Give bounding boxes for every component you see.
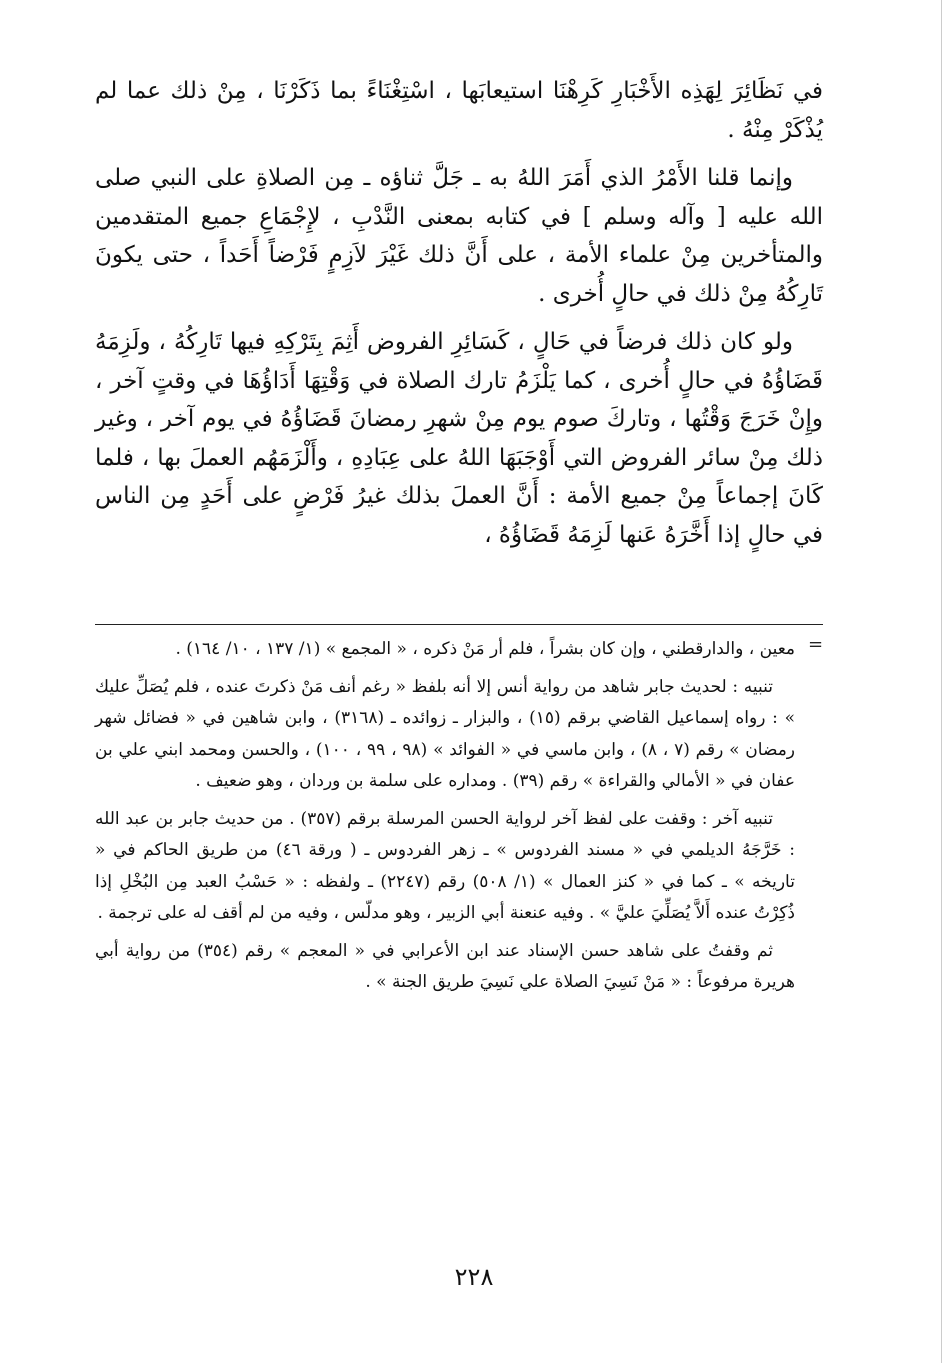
main-paragraph-3: ولو كان ذلك فرضاً في حَالٍ ، كَسَائِرِ الفروض أَثِمَ بِتَرْكِهِ فيها تَارِكُهُ ، ولَزِمَهُ قَضَاؤُهُ في حالٍ أُخرى ، كما يَلْزَمُ تارك الصلاة في وَقْتِهَا أَدَاؤُهَا في وقتٍ آخر ، وإِنْ خَرَجَ وَقْتُها ، وتاركَ صوم يوم مِنْ شهرِ رمضانَ قَضَاؤُهُ في يوم آخر ، وغير ذلك مِنْ سائر الفروض التي أَوْجَبَهَا اللهُ على عِبَادِهِ ، وأَلْزَمَهُم العملَ بها ، فلما كَانَ إجماعاً مِنْ جميع الأمة : أَنَّ العملَ بذلك غيرُ فَرْضٍ على أَحَدٍ مِن الناس في حالٍ إذا أَخَّرَهُ عَنها لَزِمَهُ قَضَاؤُهُ ، bbox=[95, 329, 823, 548]
footnote-note-2: تنبيه آخر : وقفت على لفظ آخر لرواية الحسن المرسلة برقم (٣٥٧) . من حديث جابر بن عبد الله : خَرَّجَهُ الديلمي في « مسند الفردوس » ـ زهر الفردوس ـ ( ورقة ٤٦) من طريق الحاكم في « تاريخه » ـ كما في « كنز العمال » (١/ ٥٠٨) رقم (٢٢٤٧) ـ ولفظه : « حَسْبُ العبد مِن البُخْلِ إذا ذُكِرْتُ عنده أَلاَّ يُصَلِّيَ عليَّ » . وفيه عنعنة أبي الزبير ، وهو مدلّس ، وفيه من لم أقف له على ترجمة . bbox=[95, 808, 795, 923]
main-paragraph-1: في نَظَائِرَ لِهَذِه الأَخْبَارِ كَرِهْنَا استيعابَها ، اسْتِغْنَاءً بما ذَكَرْنَا ، مِنْ ذلك عما لم يُذْكَرْ مِنْهُ . bbox=[95, 78, 823, 143]
footnotes bbox=[95, 634, 795, 1005]
footnote-continuation-mark: = bbox=[808, 634, 824, 655]
footnote-note-1: تنبيه : لحديث جابر شاهد من رواية أنس إلا أنه بلفظ « رغم أنف مَنْ ذكرتَ عنده ، فلم يُصَلِّ عليك » : رواه إسماعيل القاضي برقم (١٥) ، والبزار ـ زوائده ـ (٣١٦٨) ، وابن شاهين في « فضائل شهر رمضان » رقم (٧ ، ٨) ، وابن ماسي في « الفوائد » (٩٨ ، ٩٩ ، ١٠٠) ، والحسن ومحمد ابني علي بن عفان في « الأمالي والقراءة » رقم (٣٩) . ومداره على سلمة بن وردان ، وهو ضعيف . bbox=[95, 676, 796, 791]
footnote-continuation: معين ، والدارقطني ، وإن كان بشراً ، فلم أر مَنْ ذكره ، « المجمع » (١/ ١٣٧ ، ١٠/ ١٦٤) . bbox=[175, 639, 795, 659]
scan-edge-line bbox=[941, 0, 942, 1363]
footnote-note-3: ثم وقفتُ على شاهد حسن الإسناد عند ابن الأعرابي في « المعجم » رقم (٣٥٤) من رواية أبي هريرة مرفوعاً : « مَنْ نَسِيَ الصلاة علي نَسِيَ طريق الجنة » . bbox=[95, 940, 795, 992]
main-text bbox=[95, 72, 823, 564]
page-number: ٢٢٨ bbox=[454, 1263, 494, 1291]
footnote-divider bbox=[95, 624, 823, 625]
main-paragraph-2: وإنما قلنا الأَمْرُ الذي أَمَرَ اللهُ به ـ جَلَّ ثناؤه ـ مِن الصلاةِ على النبي صلى الله عليه [ وآله وسلم ] في كتابه بمعنى النَّدْبِ ، لإِجْمَاعِ جميع المتقدمين والمتأخرين مِنْ علماء الأمة ، على أَنَّ ذلك غَيْرَ لاَزِمٍ فَرْضاً أَحَداً ، حتى يكونَ تَارِكُهُ مِنْ ذلك في حالٍ أُخرى . bbox=[95, 165, 823, 307]
